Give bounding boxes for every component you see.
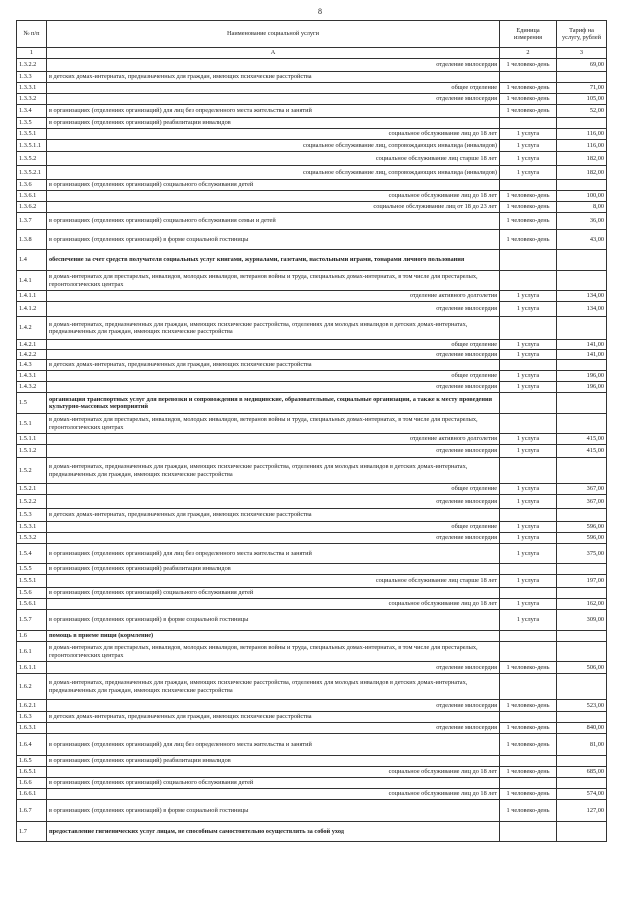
table-row bbox=[17, 350, 607, 360]
table-row bbox=[17, 778, 607, 789]
table-row bbox=[17, 191, 607, 202]
row-service-name: отделение милосердия bbox=[47, 445, 500, 458]
row-tariff: 685,00 bbox=[557, 767, 607, 778]
row-tariff: 574,00 bbox=[557, 789, 607, 800]
table-row bbox=[17, 822, 607, 842]
row-unit: 1 человеко-день bbox=[500, 213, 557, 230]
table-row bbox=[17, 152, 607, 166]
row-service-name: в организациях (отделениях организаций) для лиц без определенного места жительства и занятий bbox=[47, 734, 500, 756]
row-tariff: 367,00 bbox=[557, 484, 607, 495]
row-number: 1.3.5 bbox=[17, 118, 47, 129]
row-number: 1.6.1 bbox=[17, 642, 47, 662]
row-tariff bbox=[557, 564, 607, 575]
table-row bbox=[17, 458, 607, 484]
table-row bbox=[17, 180, 607, 191]
tariff-table bbox=[16, 20, 607, 842]
row-number: 1.6.7 bbox=[17, 800, 47, 822]
row-service-name: в организациях (отделениях организаций) реабилитации инвалидов bbox=[47, 564, 500, 575]
row-service-name: общее отделение bbox=[47, 340, 500, 350]
row-tariff bbox=[557, 631, 607, 642]
table-row bbox=[17, 712, 607, 723]
table-row bbox=[17, 610, 607, 631]
row-service-name: в организациях (отделениях организаций) в форме социальной гостиницы bbox=[47, 610, 500, 631]
row-service-name: предоставление гигиенических услуг лицам, не способным самостоятельно осуществлять за собой уход bbox=[47, 822, 500, 842]
table-row bbox=[17, 756, 607, 767]
row-number: 1.5.2 bbox=[17, 458, 47, 484]
row-service-name: отделение милосердия bbox=[47, 94, 500, 105]
row-unit: 1 человеко-день bbox=[500, 191, 557, 202]
row-tariff: 36,00 bbox=[557, 213, 607, 230]
row-unit bbox=[500, 72, 557, 83]
row-number: 1.3.6 bbox=[17, 180, 47, 191]
row-service-name: общее отделение bbox=[47, 371, 500, 382]
row-unit: 1 человеко-день bbox=[500, 662, 557, 674]
column-index: 2 bbox=[500, 48, 557, 59]
table-row bbox=[17, 317, 607, 340]
row-unit: 1 услуга bbox=[500, 533, 557, 544]
row-tariff bbox=[557, 317, 607, 340]
row-tariff: 196,00 bbox=[557, 371, 607, 382]
row-unit bbox=[500, 458, 557, 484]
row-unit: 1 услуга bbox=[500, 371, 557, 382]
table-row bbox=[17, 94, 607, 105]
row-number: 1.4.2 bbox=[17, 317, 47, 340]
row-unit: 1 услуга bbox=[500, 129, 557, 140]
row-tariff bbox=[557, 674, 607, 700]
row-unit bbox=[500, 564, 557, 575]
row-tariff: 196,00 bbox=[557, 382, 607, 393]
row-tariff: 141,00 bbox=[557, 350, 607, 360]
table-row bbox=[17, 509, 607, 522]
row-number: 1.4.3.2 bbox=[17, 382, 47, 393]
row-tariff bbox=[557, 72, 607, 83]
row-number: 1.5.5 bbox=[17, 564, 47, 575]
row-tariff: 134,00 bbox=[557, 291, 607, 302]
row-number: 1.6.2 bbox=[17, 674, 47, 700]
table-row bbox=[17, 484, 607, 495]
row-tariff: 596,00 bbox=[557, 522, 607, 533]
table-row bbox=[17, 230, 607, 250]
row-unit: 1 человеко-день bbox=[500, 767, 557, 778]
row-unit bbox=[500, 317, 557, 340]
row-tariff bbox=[557, 414, 607, 434]
row-tariff: 182,00 bbox=[557, 152, 607, 166]
row-unit: 1 услуга bbox=[500, 382, 557, 393]
row-service-name: отделение активного долголетия bbox=[47, 434, 500, 445]
row-number: 1.3.5.1 bbox=[17, 129, 47, 140]
column-index: 1 bbox=[17, 48, 47, 59]
row-service-name: в детских домах-интернатах, предназначенных для граждан, имеющих психические расстройства bbox=[47, 360, 500, 371]
row-unit: 1 услуга bbox=[500, 152, 557, 166]
row-number: 1.3.4 bbox=[17, 105, 47, 118]
table-row bbox=[17, 213, 607, 230]
row-service-name: в домах-интернатах, предназначенных для граждан, имеющих психические расстройства, отделениях для молодых инвалидов в детских домах-интернатах, предназначенных для граждан, имеющих психические расстройства bbox=[47, 674, 500, 700]
row-number: 1.6.5 bbox=[17, 756, 47, 767]
row-service-name: социальное обслуживание лиц до 18 лет bbox=[47, 767, 500, 778]
row-service-name: социальное обслуживание лиц до 18 лет bbox=[47, 191, 500, 202]
table-row bbox=[17, 129, 607, 140]
row-tariff: 43,00 bbox=[557, 230, 607, 250]
row-unit: 1 услуга bbox=[500, 434, 557, 445]
row-unit bbox=[500, 588, 557, 599]
row-service-name: в организациях (отделениях организаций) реабилитации инвалидов bbox=[47, 118, 500, 129]
row-tariff: 197,00 bbox=[557, 575, 607, 588]
row-number: 1.6.3.1 bbox=[17, 723, 47, 734]
table-row bbox=[17, 302, 607, 317]
row-number: 1.5.5.1 bbox=[17, 575, 47, 588]
table-row bbox=[17, 674, 607, 700]
row-service-name: социальное обслуживание лиц старше 18 лет bbox=[47, 152, 500, 166]
row-tariff: 415,00 bbox=[557, 445, 607, 458]
row-unit bbox=[500, 642, 557, 662]
row-unit: 1 человеко-день bbox=[500, 59, 557, 72]
row-unit bbox=[500, 674, 557, 700]
row-tariff: 100,00 bbox=[557, 191, 607, 202]
table-row bbox=[17, 118, 607, 129]
row-tariff: 141,00 bbox=[557, 340, 607, 350]
table-row bbox=[17, 382, 607, 393]
row-tariff: 134,00 bbox=[557, 302, 607, 317]
row-unit: 1 человеко-день bbox=[500, 202, 557, 213]
row-number: 1.5.3.1 bbox=[17, 522, 47, 533]
table-row bbox=[17, 522, 607, 533]
row-number: 1.3.3.1 bbox=[17, 83, 47, 94]
row-number: 1.4.1.1 bbox=[17, 291, 47, 302]
table-row bbox=[17, 495, 607, 509]
row-service-name: отделение милосердия bbox=[47, 59, 500, 72]
row-unit: 1 услуга bbox=[500, 291, 557, 302]
row-number: 1.3.7 bbox=[17, 213, 47, 230]
row-tariff bbox=[557, 822, 607, 842]
table-row bbox=[17, 393, 607, 414]
row-tariff: 415,00 bbox=[557, 434, 607, 445]
row-unit: 1 услуга bbox=[500, 350, 557, 360]
column-index: 3 bbox=[557, 48, 607, 59]
row-service-name: социальное обслуживание лиц, сопровождающих инвалида (инвалидов) bbox=[47, 140, 500, 152]
row-service-name: отделение милосердия bbox=[47, 495, 500, 509]
row-tariff bbox=[557, 271, 607, 291]
row-number: 1.6.2.1 bbox=[17, 700, 47, 712]
row-number: 1.4.2.2 bbox=[17, 350, 47, 360]
row-service-name: в организациях (отделениях организаций) в форме социальной гостиницы bbox=[47, 800, 500, 822]
row-unit: 1 услуга bbox=[500, 484, 557, 495]
row-unit: 1 услуга bbox=[500, 544, 557, 564]
table-row bbox=[17, 723, 607, 734]
row-unit: 1 услуга bbox=[500, 599, 557, 610]
row-tariff: 367,00 bbox=[557, 495, 607, 509]
row-unit: 1 человеко-день bbox=[500, 83, 557, 94]
row-service-name: социальное обслуживание лиц до 18 лет bbox=[47, 129, 500, 140]
row-unit: 1 человеко-день bbox=[500, 734, 557, 756]
row-unit: 1 услуга bbox=[500, 302, 557, 317]
row-unit: 1 услуга bbox=[500, 610, 557, 631]
row-unit bbox=[500, 118, 557, 129]
row-number: 1.3.5.2.1 bbox=[17, 166, 47, 180]
table-row bbox=[17, 202, 607, 213]
row-unit: 1 услуга bbox=[500, 140, 557, 152]
row-number: 1.5.7 bbox=[17, 610, 47, 631]
row-tariff: 182,00 bbox=[557, 166, 607, 180]
row-unit: 1 услуга bbox=[500, 340, 557, 350]
table-row bbox=[17, 642, 607, 662]
row-tariff: 506,00 bbox=[557, 662, 607, 674]
table-row bbox=[17, 371, 607, 382]
table-row bbox=[17, 105, 607, 118]
row-tariff bbox=[557, 360, 607, 371]
row-service-name: в организациях (отделениях организаций) для лиц без определенного места жительства и занятий bbox=[47, 105, 500, 118]
table-row bbox=[17, 414, 607, 434]
row-tariff: 309,00 bbox=[557, 610, 607, 631]
row-tariff: 71,00 bbox=[557, 83, 607, 94]
row-tariff: 375,00 bbox=[557, 544, 607, 564]
row-service-name: в организациях (отделениях организаций) социального обслуживания детей bbox=[47, 778, 500, 789]
row-service-name: в организациях (отделениях организаций) социального обслуживания детей bbox=[47, 588, 500, 599]
row-number: 1.5.1 bbox=[17, 414, 47, 434]
row-unit bbox=[500, 393, 557, 414]
table-row bbox=[17, 140, 607, 152]
row-service-name: общее отделение bbox=[47, 522, 500, 533]
row-service-name: в домах-интернатах, предназначенных для граждан, имеющих психические расстройства, отделениях для молодых инвалидов в детских домах-интернатах, предназначенных для граждан, имеющих психические расстройства bbox=[47, 458, 500, 484]
table-row bbox=[17, 59, 607, 72]
row-number: 1.6.5.1 bbox=[17, 767, 47, 778]
row-unit: 1 услуга bbox=[500, 166, 557, 180]
row-tariff: 840,00 bbox=[557, 723, 607, 734]
row-tariff bbox=[557, 756, 607, 767]
row-tariff: 52,00 bbox=[557, 105, 607, 118]
row-number: 1.3.8 bbox=[17, 230, 47, 250]
row-number: 1.4.1.2 bbox=[17, 302, 47, 317]
row-unit bbox=[500, 414, 557, 434]
row-number: 1.4.3 bbox=[17, 360, 47, 371]
header-tariff: Тариф на услугу, рублей bbox=[557, 21, 607, 48]
table-row bbox=[17, 83, 607, 94]
row-tariff bbox=[557, 180, 607, 191]
row-unit bbox=[500, 778, 557, 789]
column-index: А bbox=[47, 48, 500, 59]
row-service-name: общее отделение bbox=[47, 83, 500, 94]
row-service-name: в организациях (отделениях организаций) социального обслуживания семьи и детей bbox=[47, 213, 500, 230]
row-tariff bbox=[557, 712, 607, 723]
table-row bbox=[17, 631, 607, 642]
table-row bbox=[17, 800, 607, 822]
row-tariff: 116,00 bbox=[557, 129, 607, 140]
table-row bbox=[17, 700, 607, 712]
row-number: 1.6.4 bbox=[17, 734, 47, 756]
row-number: 1.5.2.2 bbox=[17, 495, 47, 509]
table-row bbox=[17, 564, 607, 575]
row-unit bbox=[500, 250, 557, 271]
row-tariff bbox=[557, 642, 607, 662]
row-service-name: в детских домах-интернатах, предназначенных для граждан, имеющих психические расстройства bbox=[47, 509, 500, 522]
row-unit: 1 человеко-день bbox=[500, 800, 557, 822]
row-unit: 1 услуга bbox=[500, 495, 557, 509]
row-unit: 1 человеко-день bbox=[500, 105, 557, 118]
table-header-row bbox=[17, 21, 607, 48]
table-row bbox=[17, 445, 607, 458]
table-row bbox=[17, 544, 607, 564]
row-service-name: в домах-интернатах, предназначенных для граждан, имеющих психические расстройства, отделениях для молодых инвалидов в детских домах-интернатах, предназначенных для граждан, имеющих психические расстройства bbox=[47, 317, 500, 340]
row-unit bbox=[500, 271, 557, 291]
table-row bbox=[17, 575, 607, 588]
row-number: 1.6.3 bbox=[17, 712, 47, 723]
row-number: 1.5.1.1 bbox=[17, 434, 47, 445]
row-number: 1.3.5.2 bbox=[17, 152, 47, 166]
row-number: 1.4.3.1 bbox=[17, 371, 47, 382]
table-row bbox=[17, 533, 607, 544]
row-service-name: в домах-интернатах для престарелых, инвалидов, молодых инвалидов, ветеранов войны и труда, специальных домах-интернатах, в том числе для престарелых, геронтологических центрах bbox=[47, 642, 500, 662]
row-service-name: отделение милосердия bbox=[47, 302, 500, 317]
row-number: 1.6.6.1 bbox=[17, 789, 47, 800]
row-unit: 1 услуга bbox=[500, 445, 557, 458]
row-tariff: 162,00 bbox=[557, 599, 607, 610]
table-row bbox=[17, 166, 607, 180]
tariff-table-body bbox=[17, 59, 607, 842]
row-service-name: в организациях (отделениях организаций) в форме социальной гостиницы bbox=[47, 230, 500, 250]
row-tariff: 81,00 bbox=[557, 734, 607, 756]
row-number: 1.5.6 bbox=[17, 588, 47, 599]
row-number: 1.5.3 bbox=[17, 509, 47, 522]
row-service-name: социальное обслуживание лиц до 18 лет bbox=[47, 789, 500, 800]
row-service-name: отделение милосердия bbox=[47, 700, 500, 712]
row-number: 1.3.3.2 bbox=[17, 94, 47, 105]
row-service-name: обеспечение за счет средств получателя социальных услуг книгами, журналами, газетами, настольными играми, тонарами личного пользования bbox=[47, 250, 500, 271]
row-tariff bbox=[557, 393, 607, 414]
row-number: 1.5.2.1 bbox=[17, 484, 47, 495]
row-unit bbox=[500, 509, 557, 522]
row-number: 1.5.3.2 bbox=[17, 533, 47, 544]
row-number: 1.6.6 bbox=[17, 778, 47, 789]
row-service-name: отделение активного долголетия bbox=[47, 291, 500, 302]
row-unit bbox=[500, 712, 557, 723]
table-row bbox=[17, 588, 607, 599]
row-service-name: организация транспортных услуг для перевозки и сопровождения в медицинские, образовательные, социальные организации, а также к месту проведения культурно-массовых мероприятий bbox=[47, 393, 500, 414]
row-service-name: отделение милосердия bbox=[47, 533, 500, 544]
row-unit: 1 человеко-день bbox=[500, 230, 557, 250]
table-row bbox=[17, 340, 607, 350]
row-tariff: 596,00 bbox=[557, 533, 607, 544]
column-index-row bbox=[17, 48, 607, 59]
row-tariff: 116,00 bbox=[557, 140, 607, 152]
table-row bbox=[17, 434, 607, 445]
row-number: 1.4 bbox=[17, 250, 47, 271]
row-service-name: в детских домах-интернатах, предназначенных для граждан, имеющих психические расстройства bbox=[47, 72, 500, 83]
row-unit bbox=[500, 360, 557, 371]
row-service-name: отделение милосердия bbox=[47, 382, 500, 393]
row-service-name: социальное обслуживание лиц старше 18 лет bbox=[47, 575, 500, 588]
row-number: 1.3.6.2 bbox=[17, 202, 47, 213]
row-number: 1.3.3 bbox=[17, 72, 47, 83]
table-row bbox=[17, 662, 607, 674]
row-unit: 1 услуга bbox=[500, 575, 557, 588]
row-tariff: 127,00 bbox=[557, 800, 607, 822]
row-unit: 1 человеко-день bbox=[500, 789, 557, 800]
row-tariff bbox=[557, 118, 607, 129]
row-tariff: 523,00 bbox=[557, 700, 607, 712]
table-row bbox=[17, 250, 607, 271]
row-unit bbox=[500, 756, 557, 767]
row-unit: 1 человеко-день bbox=[500, 723, 557, 734]
table-row bbox=[17, 360, 607, 371]
header-number: № п/п bbox=[17, 21, 47, 48]
table-row bbox=[17, 271, 607, 291]
row-unit bbox=[500, 822, 557, 842]
row-number: 1.5 bbox=[17, 393, 47, 414]
row-number: 1.7 bbox=[17, 822, 47, 842]
row-number: 1.4.1 bbox=[17, 271, 47, 291]
row-service-name: в организациях (отделениях организаций) социального обслуживания детей bbox=[47, 180, 500, 191]
row-service-name: отделение милосердия bbox=[47, 350, 500, 360]
row-service-name: помощь в приеме пищи (кормление) bbox=[47, 631, 500, 642]
table-row bbox=[17, 291, 607, 302]
row-tariff bbox=[557, 588, 607, 599]
table-row bbox=[17, 72, 607, 83]
row-unit bbox=[500, 631, 557, 642]
row-tariff bbox=[557, 458, 607, 484]
row-unit: 1 человеко-день bbox=[500, 700, 557, 712]
table-row bbox=[17, 789, 607, 800]
row-service-name: общее отделение bbox=[47, 484, 500, 495]
row-tariff: 69,00 bbox=[557, 59, 607, 72]
table-row bbox=[17, 767, 607, 778]
row-service-name: социальное обслуживание лиц от 18 до 23 лет bbox=[47, 202, 500, 213]
row-unit: 1 услуга bbox=[500, 522, 557, 533]
row-tariff bbox=[557, 250, 607, 271]
row-service-name: социальное обслуживание лиц, сопровождающих инвалида (инвалидов) bbox=[47, 166, 500, 180]
row-tariff: 105,00 bbox=[557, 94, 607, 105]
row-number: 1.5.1.2 bbox=[17, 445, 47, 458]
row-service-name: социальное обслуживание лиц до 18 лет bbox=[47, 599, 500, 610]
row-service-name: в домах-интернатах для престарелых, инвалидов, молодых инвалидов, ветеранов войны и труда, специальных домах-интернатах, в том числе для престарелых, геронтологических центрах bbox=[47, 271, 500, 291]
row-number: 1.3.5.1.1 bbox=[17, 140, 47, 152]
row-number: 1.4.2.1 bbox=[17, 340, 47, 350]
header-unit: Единица измерения bbox=[500, 21, 557, 48]
row-number: 1.6.1.1 bbox=[17, 662, 47, 674]
row-service-name: в организациях (отделениях организаций) реабилитации инвалидов bbox=[47, 756, 500, 767]
row-number: 1.5.4 bbox=[17, 544, 47, 564]
row-service-name: отделение милосердия bbox=[47, 662, 500, 674]
row-service-name: отделение милосердия bbox=[47, 723, 500, 734]
row-tariff bbox=[557, 778, 607, 789]
row-unit bbox=[500, 180, 557, 191]
row-number: 1.3.6.1 bbox=[17, 191, 47, 202]
row-number: 1.6 bbox=[17, 631, 47, 642]
row-unit: 1 человеко-день bbox=[500, 94, 557, 105]
row-service-name: в организациях (отделениях организаций) для лиц без определенного места жительства и занятий bbox=[47, 544, 500, 564]
table-row bbox=[17, 599, 607, 610]
row-number: 1.5.6.1 bbox=[17, 599, 47, 610]
row-tariff: 8,00 bbox=[557, 202, 607, 213]
table-row bbox=[17, 734, 607, 756]
page-number: 8 bbox=[318, 7, 322, 16]
row-service-name: в домах-интернатах для престарелых, инвалидов, молодых инвалидов, ветеранов войны и труда, специальных домах-интернатах, в том числе для престарелых, геронтологических центрах bbox=[47, 414, 500, 434]
header-service-name: Наименование социальной услуги bbox=[47, 21, 500, 48]
row-tariff bbox=[557, 509, 607, 522]
row-service-name: в детских домах-интернатах, предназначенных для граждан, имеющих психические расстройства bbox=[47, 712, 500, 723]
row-number: 1.3.2.2 bbox=[17, 59, 47, 72]
